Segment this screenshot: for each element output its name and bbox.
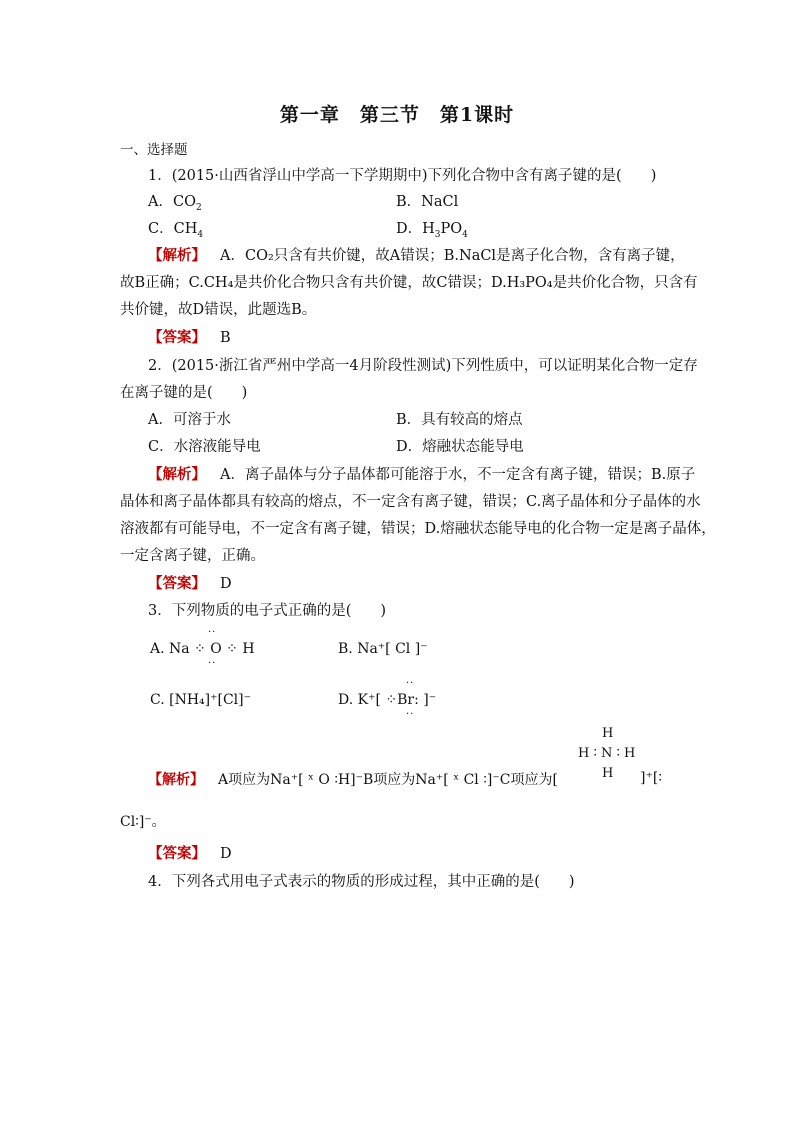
q1-option-a: A．$CO_2$ <box>148 194 202 213</box>
q2-answer: 【答案】 D <box>148 575 232 592</box>
q1-option-c: C．$CH_4$ <box>148 221 204 240</box>
nh4-bottom-h: H <box>602 766 614 781</box>
q1-answer: 【答案】 B <box>148 329 231 346</box>
q3-answer: 【答案】 D <box>148 845 232 862</box>
analysis-tag: 【解析】 <box>148 772 204 788</box>
q3-option-a: A. Na ⁘ O ⁘ H <box>150 641 255 657</box>
answer-tag: 【答案】 <box>148 575 206 592</box>
q2-option-a: A．可溶于水 <box>148 412 231 428</box>
analysis-tag: 【解析】 <box>148 247 206 264</box>
q3-analysis-tail: ]⁺[∶ <box>640 770 662 786</box>
q2-analysis: 【解析】 A．离子晶体与分子晶体都可能溶于水，不一定含有离子键，错误；B.原子 <box>148 466 696 483</box>
q1-option-d: D．$H_3PO_4$ <box>396 221 468 240</box>
lone-pair-dots: ·· <box>208 658 217 669</box>
q2-analysis-line3: 溶液都有可能导电，不一定含有离子键，错误；D.熔融状态能导电的化合物一定是离子晶体， <box>120 521 716 537</box>
q1-analysis: 【解析】 A．CO₂只含有共价键，故A错误；B.NaCl是离子化合物，含有离子键， <box>148 247 685 264</box>
q1-analysis-line3: 共价键，故D错误，此题选B。 <box>120 302 317 318</box>
lone-pair-dots: ·· <box>208 627 217 638</box>
lone-pair-dots: ·· <box>406 678 415 689</box>
q2-option-d: D．熔融状态能导电 <box>396 439 524 455</box>
page-title: 第一章 第三节 第1课时 <box>279 104 515 126</box>
q2-option-c: C．水溶液能导电 <box>148 439 261 455</box>
q3-stem: 3．下列物质的电子式正确的是( ) <box>148 603 387 619</box>
q3-option-d: D. K⁺[ ⁘Br: ]⁻ <box>338 692 437 708</box>
q2-analysis-line4: 一定含离子键，正确。 <box>120 548 265 564</box>
q3-analysis: 【解析】 A项应为Na⁺[ ˣ O ∶H]⁻B项应为Na⁺[ ˣ Cl ∶]⁻C项应为[ <box>148 772 558 788</box>
q1-option-b: B．NaCl <box>396 194 459 210</box>
q3-analysis-line2: Cl∶]⁻。 <box>120 814 166 830</box>
q1-stem: 1．(2015·山西省浮山中学高一下学期期中)下列化合物中含有离子键的是( ) <box>148 168 657 184</box>
q2-stem-line2: 在离子键的是( ) <box>120 385 248 401</box>
nh4-middle: H ∶ N ∶ H <box>578 746 636 761</box>
q4-stem: 4．下列各式用电子式表示的物质的形成过程，其中正确的是( ) <box>148 874 575 890</box>
section-label: 一、选择题 <box>120 142 188 158</box>
q2-analysis-line2: 晶体和离子晶体都具有较高的熔点，不一定含有离子键，错误；C.离子晶体和分子晶体的水 <box>120 494 701 510</box>
lone-pair-dots: ·· <box>406 709 415 720</box>
answer-tag: 【答案】 <box>148 845 206 862</box>
q3-option-b: B. Na⁺[ Cl ]⁻ <box>338 641 428 657</box>
q3-option-c: C. [NH₄]⁺[Cl]⁻ <box>150 692 252 708</box>
q2-stem: 2．(2015·浙江省严州中学高一4月阶段性测试)下列性质中，可以证明某化合物一定存 <box>148 358 698 374</box>
nh4-top-h: H <box>602 726 614 741</box>
analysis-tag: 【解析】 <box>148 466 206 483</box>
q2-option-b: B．具有较高的熔点 <box>396 412 523 428</box>
q1-analysis-line2: 故B正确；C.CH₄是共价化合物只含有共价键，故C错误；D.H₃PO₄是共价化合物，只含有 <box>120 275 698 291</box>
answer-tag: 【答案】 <box>148 329 206 346</box>
